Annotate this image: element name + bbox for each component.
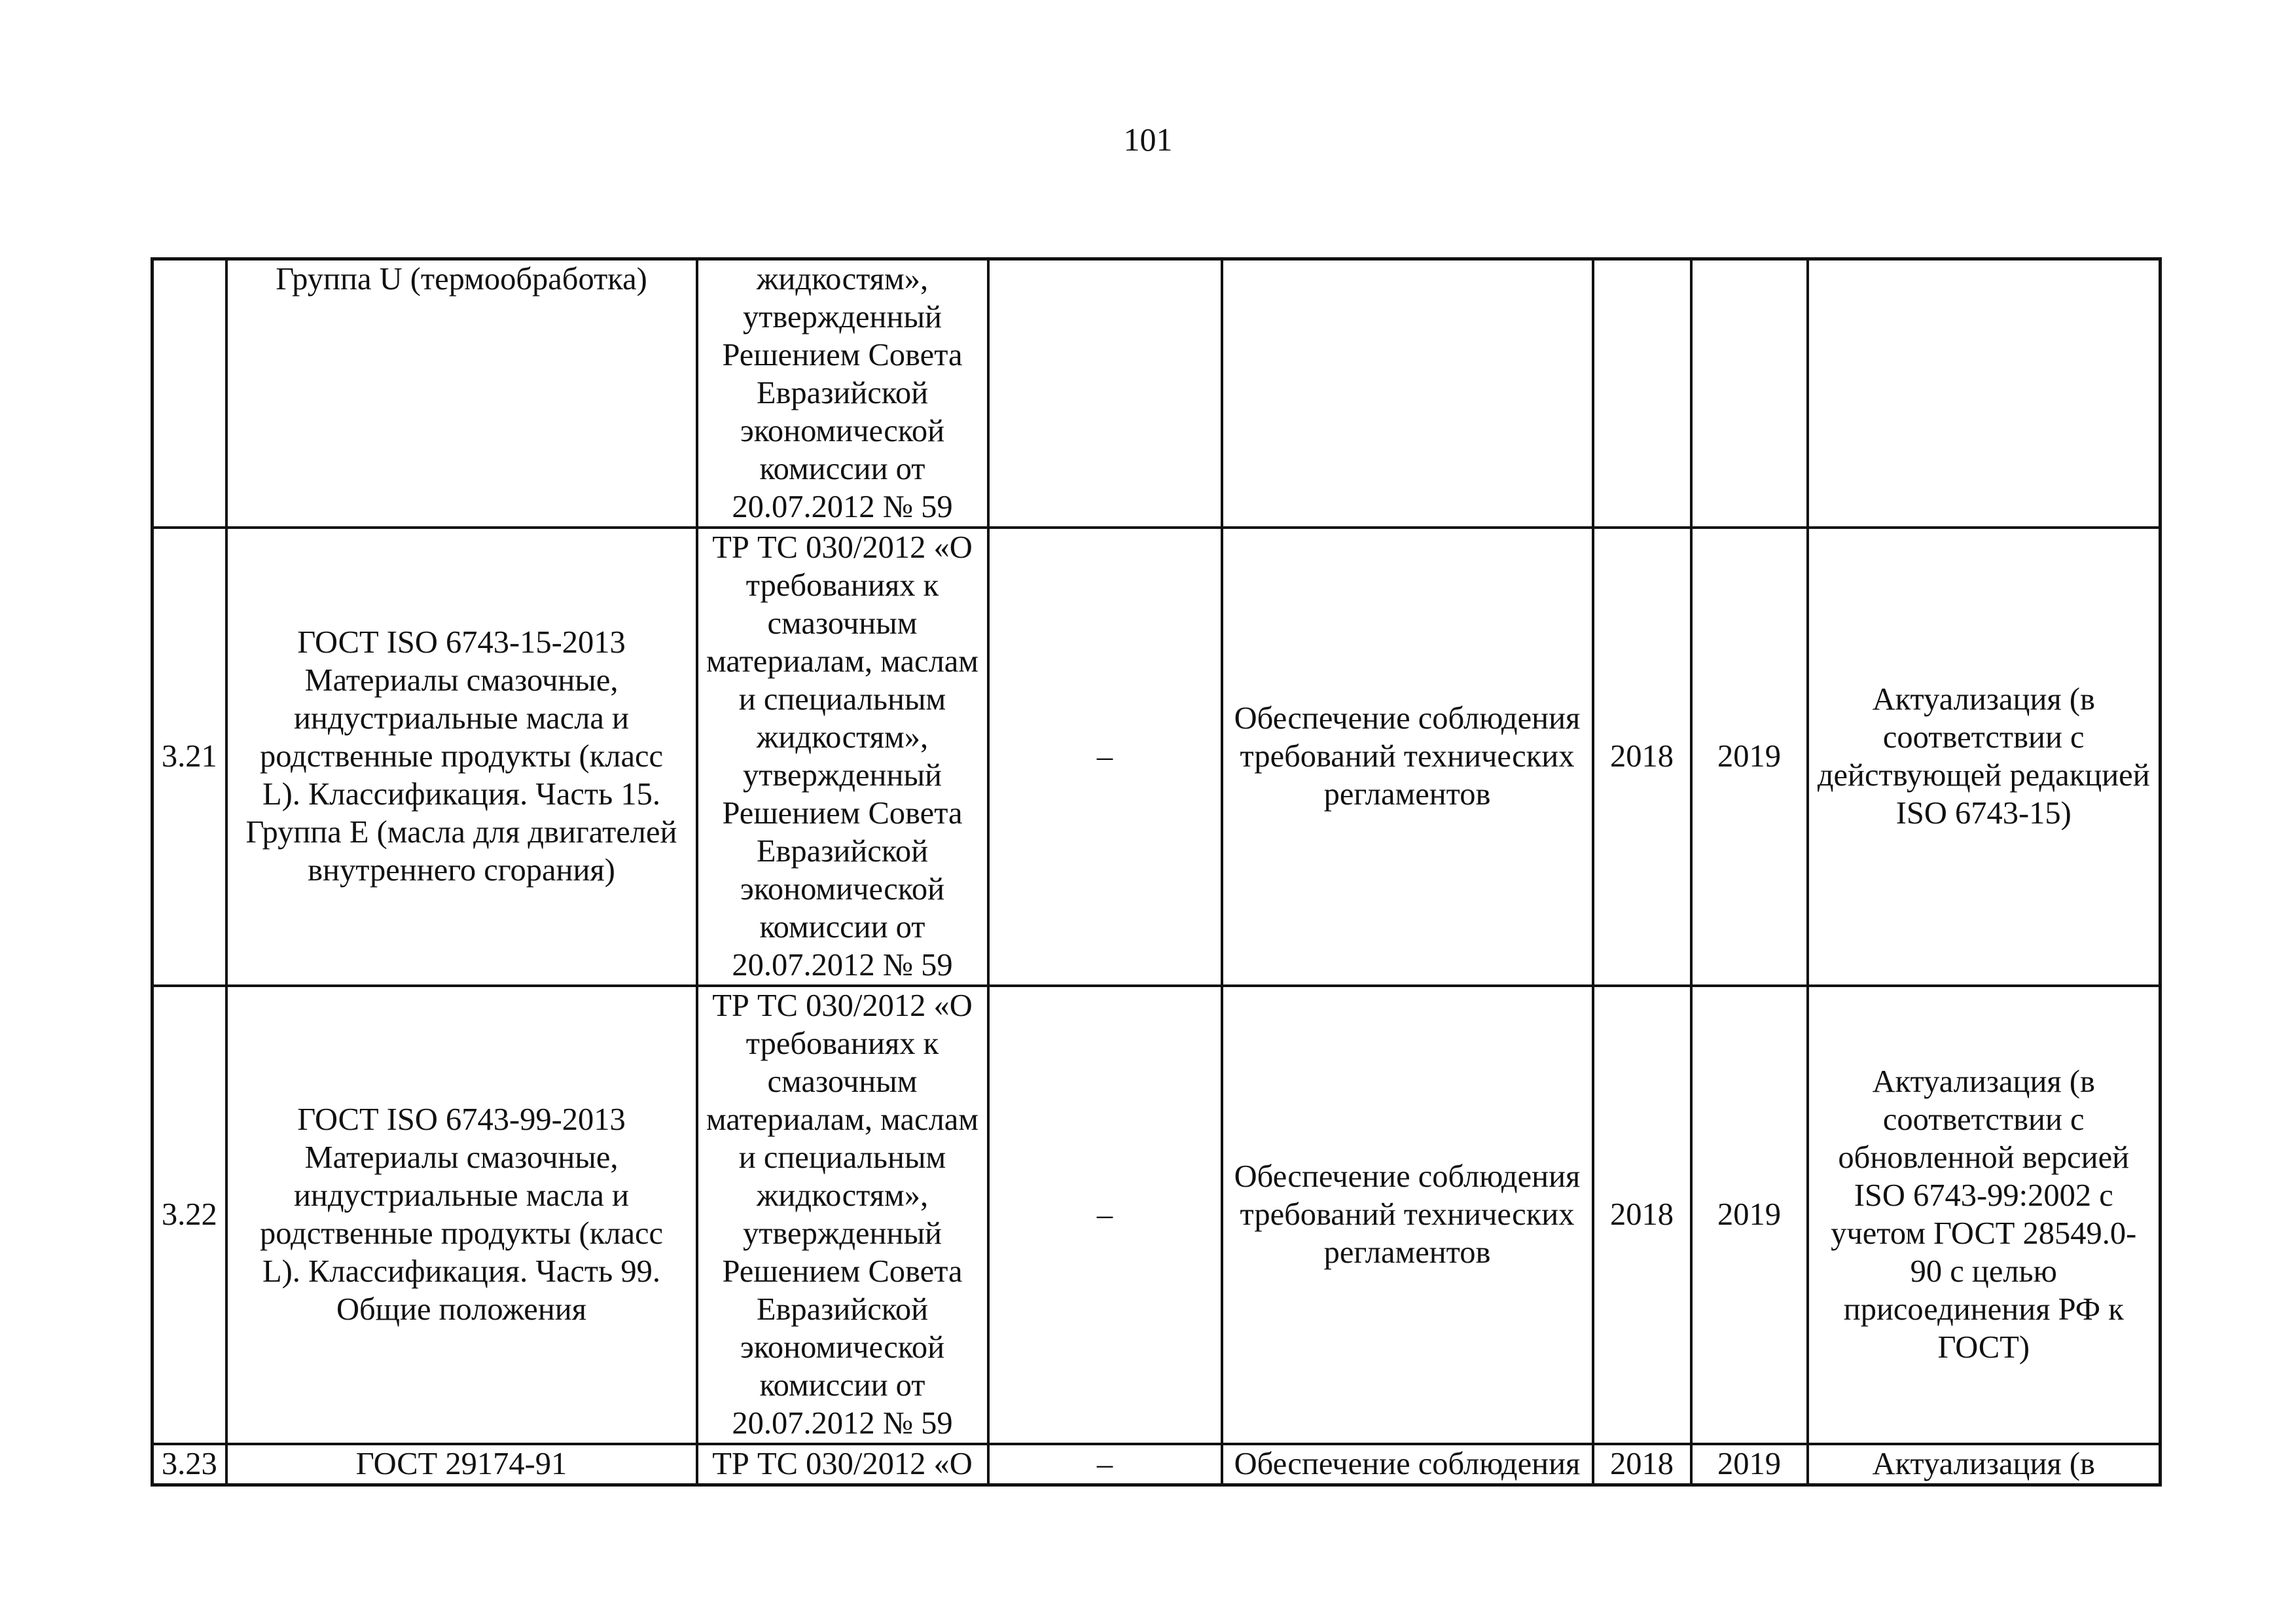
- cell-note: [1808, 986, 2161, 1444]
- cell-regulation: [697, 528, 988, 986]
- cell-name-line: индустриальные масла и: [293, 701, 630, 736]
- cell-name-line: индустриальные масла и: [293, 1178, 630, 1213]
- cell-regulation-line: экономической: [740, 872, 945, 907]
- cell-note: [1808, 259, 2161, 528]
- cell-note-line: учетом ГОСТ 28549.0-: [1831, 1216, 2137, 1251]
- cell-name-line: Группа Е (масла для двигателей: [245, 815, 677, 850]
- cell-regulation-line: экономической: [740, 414, 945, 448]
- cell-name-line: ГОСТ ISO 6743-15-2013: [297, 625, 626, 660]
- page-number: 101: [1123, 121, 1173, 158]
- cell-regulation-line: 20.07.2012 № 59: [732, 490, 953, 524]
- cell-end-year: 2019: [1691, 1444, 1808, 1485]
- cell-regulation-line: комиссии от: [759, 1368, 925, 1403]
- cell-regulation-line: материалам, маслам: [706, 1102, 978, 1137]
- cell-regulation-line: 20.07.2012 № 59: [732, 1406, 953, 1441]
- cell-num: 3.21: [152, 528, 226, 986]
- cell-purpose-line: требований технических: [1240, 1197, 1575, 1232]
- cell-note-line: Актуализация (в: [1872, 1447, 2095, 1481]
- cell-regulation-line: Евразийской: [756, 834, 929, 869]
- cell-purpose: [1222, 528, 1593, 986]
- cell-regulation-line: Решением Совета: [722, 796, 963, 831]
- cell-regulation: [697, 986, 988, 1444]
- cell-note: [1808, 1444, 2161, 1485]
- cell-purpose-line: Обеспечение соблюдения: [1234, 1159, 1581, 1194]
- cell-note-line: Актуализация (в: [1872, 1064, 2095, 1099]
- cell-note-line: 90 с целью: [1910, 1254, 2057, 1289]
- cell-end-year: 2019: [1691, 986, 1808, 1444]
- cell-name-line: L). Классификация. Часть 15.: [262, 777, 660, 812]
- cell-regulation-line: ТР ТС 030/2012 «О: [712, 1447, 973, 1481]
- cell-regulation-line: требованиях к: [745, 1026, 939, 1061]
- cell-name-line: Группа U (термообработка): [276, 262, 647, 297]
- cell-note-line: действующей редакцией: [1817, 758, 2150, 793]
- cell-regulation: [697, 1444, 988, 1485]
- cell-start-year: 2018: [1593, 528, 1691, 986]
- cell-note-line: соответствии с: [1882, 720, 2085, 755]
- cell-note-line: ГОСТ): [1937, 1330, 2030, 1365]
- cell-regulation-line: Евразийской: [756, 1292, 929, 1327]
- cell-note-line: Актуализация (в: [1872, 682, 2095, 717]
- cell-note: [1808, 528, 2161, 986]
- cell-regulation-line: и специальным: [738, 1140, 946, 1175]
- table-row: [152, 986, 2161, 1444]
- cell-dash: –: [988, 528, 1222, 986]
- cell-num: 3.22: [152, 986, 226, 1444]
- cell-name: [226, 1444, 697, 1485]
- cell-end-year: 2019: [1691, 528, 1808, 986]
- cell-start-year: 2018: [1593, 986, 1691, 1444]
- cell-name: [226, 259, 697, 528]
- cell-name-line: ГОСТ 29174-91: [355, 1447, 567, 1481]
- cell-purpose: [1222, 259, 1593, 528]
- cell-note-line: обновленной версией: [1838, 1140, 2130, 1175]
- cell-regulation-line: утвержденный: [742, 1216, 942, 1251]
- table-row-continued: [152, 259, 2161, 528]
- cell-regulation-line: жидкостям»,: [756, 262, 929, 297]
- cell-name-line: Материалы смазочные,: [304, 663, 619, 698]
- cell-regulation-line: комиссии от: [759, 452, 925, 486]
- cell-note-line: ISO 6743-15): [1895, 796, 2072, 831]
- cell-regulation-line: комиссии от: [759, 910, 925, 945]
- cell-regulation-line: утвержденный: [742, 758, 942, 793]
- cell-note-line: соответствии с: [1882, 1102, 2085, 1137]
- cell-name-line: внутреннего сгорания): [308, 853, 615, 888]
- cell-regulation-line: смазочным: [767, 1064, 918, 1099]
- cell-purpose-line: регламентов: [1323, 1235, 1491, 1270]
- cell-regulation-line: и специальным: [738, 682, 946, 717]
- cell-regulation-line: Решением Совета: [722, 1254, 963, 1289]
- table-row: [152, 528, 2161, 986]
- standards-table: [151, 257, 2162, 1487]
- cell-dash: –: [988, 1444, 1222, 1485]
- cell-regulation: [697, 259, 988, 528]
- cell-name-line: родственные продукты (класс: [259, 739, 664, 774]
- cell-regulation-line: ТР ТС 030/2012 «О: [712, 988, 973, 1023]
- cell-name-line: Материалы смазочные,: [304, 1140, 619, 1175]
- cell-regulation-line: жидкостям»,: [756, 720, 929, 755]
- cell-end-year: [1691, 259, 1808, 528]
- cell-name-line: L). Классификация. Часть 99.: [262, 1254, 660, 1289]
- cell-purpose: [1222, 1444, 1593, 1485]
- cell-num: [152, 259, 226, 528]
- cell-regulation-line: экономической: [740, 1330, 945, 1365]
- cell-regulation-line: смазочным: [767, 606, 918, 641]
- cell-purpose-line: Обеспечение соблюдения: [1234, 1447, 1581, 1481]
- cell-regulation-line: Евразийской: [756, 376, 929, 410]
- cell-dash: [988, 259, 1222, 528]
- cell-start-year: [1593, 259, 1691, 528]
- cell-regulation-line: ТР ТС 030/2012 «О: [712, 530, 973, 565]
- cell-name-line: Общие положения: [336, 1292, 587, 1327]
- cell-regulation-line: 20.07.2012 № 59: [732, 948, 953, 983]
- cell-regulation-line: требованиях к: [745, 568, 939, 603]
- cell-regulation-line: утвержденный: [742, 300, 942, 334]
- cell-purpose-line: требований технических: [1240, 739, 1575, 774]
- cell-purpose: [1222, 986, 1593, 1444]
- table-row: [152, 1444, 2161, 1485]
- cell-dash: –: [988, 986, 1222, 1444]
- cell-regulation-line: жидкостям»,: [756, 1178, 929, 1213]
- cell-note-line: присоединения РФ к: [1843, 1292, 2124, 1327]
- cell-start-year: 2018: [1593, 1444, 1691, 1485]
- cell-regulation-line: материалам, маслам: [706, 644, 978, 679]
- cell-purpose-line: регламентов: [1323, 777, 1491, 812]
- cell-purpose-line: Обеспечение соблюдения: [1234, 701, 1581, 736]
- cell-name: [226, 528, 697, 986]
- cell-name-line: родственные продукты (класс: [259, 1216, 664, 1251]
- cell-regulation-line: Решением Совета: [722, 338, 963, 372]
- cell-note-line: ISO 6743-99:2002 с: [1854, 1178, 2113, 1213]
- cell-num: 3.23: [152, 1444, 226, 1485]
- cell-name: [226, 986, 697, 1444]
- cell-name-line: ГОСТ ISO 6743-99-2013: [297, 1102, 626, 1137]
